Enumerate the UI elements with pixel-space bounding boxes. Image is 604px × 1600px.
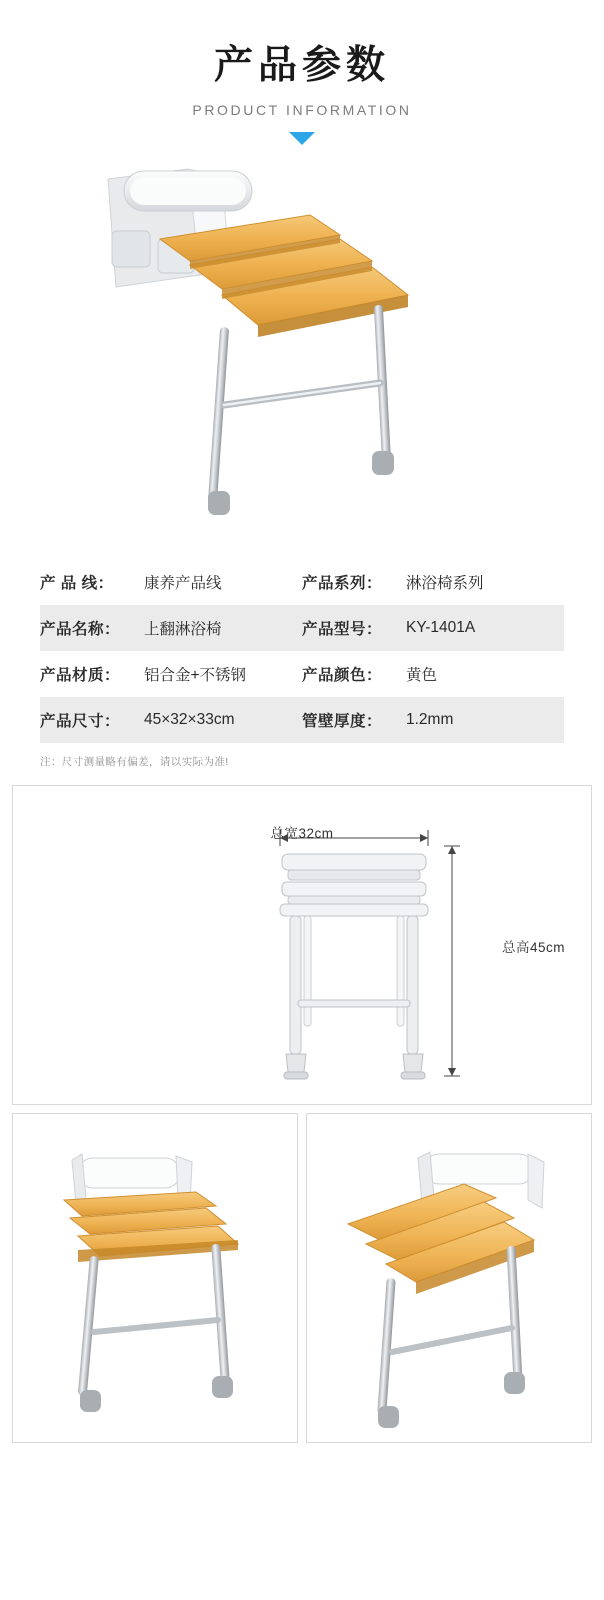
table-row — [40, 697, 564, 743]
spec-label: 产品名称： — [40, 620, 121, 638]
spec-value: 45×32×33cm — [144, 710, 235, 728]
spec-value: 黄色 — [406, 666, 438, 684]
spec-value: 淋浴椅系列 — [406, 574, 484, 592]
table-row — [40, 559, 564, 605]
spec-label: 产品系列： — [302, 574, 383, 592]
spec-label: 产品材质： — [40, 666, 121, 684]
figures-section — [0, 785, 604, 1443]
measurement-note: 注：尺寸测量略有偏差，请以实际为准! — [40, 755, 229, 768]
spec-value: 康养产品线 — [144, 574, 222, 592]
table-row — [40, 651, 564, 697]
hero-illustration — [72, 155, 532, 545]
dimension-figure — [12, 785, 592, 1105]
spec-table — [40, 559, 564, 743]
spec-value: 上翻淋浴椅 — [144, 620, 222, 638]
hero-product-image — [0, 155, 604, 555]
spec-label: 产品尺寸： — [40, 712, 121, 730]
spec-label: 管壁厚度： — [302, 712, 383, 730]
table-row — [40, 605, 564, 651]
spec-value: 铝合金+不锈钢 — [144, 666, 247, 684]
right-photo-figure — [306, 1113, 592, 1443]
page-subtitle: PRODUCT INFORMATION — [192, 101, 412, 118]
spec-value: KY-1401A — [406, 618, 476, 636]
page-title: 产品参数 — [213, 44, 390, 87]
height-dimension-label: 总高45cm — [501, 939, 565, 955]
page-header — [0, 0, 604, 145]
width-dimension-label: 总宽32cm — [270, 825, 334, 841]
down-triangle-icon — [289, 132, 315, 145]
spec-value: 1.2mm — [406, 710, 454, 728]
left-photo-figure — [12, 1113, 298, 1443]
left-product-illustration — [20, 1114, 290, 1442]
right-product-illustration — [314, 1114, 584, 1442]
spec-label: 产品颜色： — [302, 666, 383, 684]
spec-label: 产 品 线： — [40, 574, 114, 592]
photo-row — [12, 1113, 592, 1443]
spec-table-wrapper — [0, 559, 604, 769]
spec-label: 产品型号： — [302, 620, 383, 638]
